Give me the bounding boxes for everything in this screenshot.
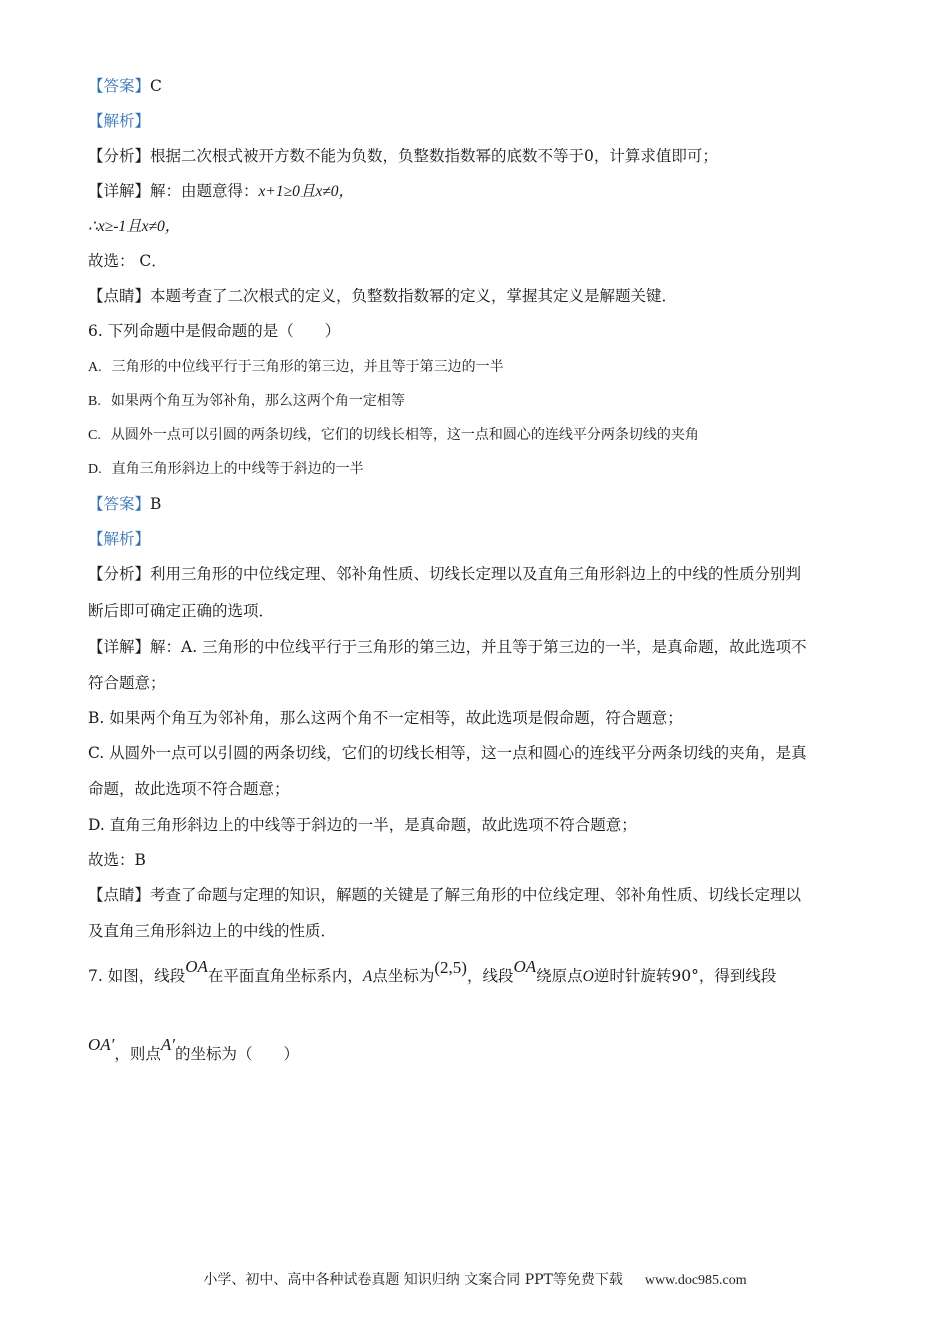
q7-stem-b: 在平面直角坐标系内，	[207, 967, 363, 985]
xiangjie-math: x+1≥0且x≠0，	[258, 183, 355, 200]
fenxi-tag: 【分析】	[88, 147, 151, 165]
q5-analysis-heading	[88, 110, 150, 132]
option-letter: D.	[88, 462, 102, 477]
q6-answer-line	[88, 493, 161, 515]
q5-dianjing-line	[88, 285, 677, 307]
q7-stem-h: 的坐标为（ ）	[175, 1045, 300, 1063]
fenxi-text: 根据二次根式被开方数不能为负数，负整数指数幂的底数不等于0，计算求值即可；	[150, 147, 718, 165]
q5-answer-line	[88, 75, 162, 97]
option-letter: B.	[88, 394, 101, 409]
q7-stem-f: 逆时针旋转90°，得到线段	[593, 967, 777, 985]
q7-a-prime: A′	[160, 1035, 176, 1054]
analysis-tag: 【解析】	[88, 112, 151, 130]
q7-stem-d: ，线段	[466, 967, 514, 985]
answer-tag: 【答案】	[88, 495, 151, 513]
q6-line-b: B. 如果两个角互为邻补角，那么这两个角不一定相等，故此选项是假命题，符合题意；	[88, 709, 683, 727]
q7-stem-e: 绕原点	[536, 967, 583, 985]
q6-option-b	[88, 390, 405, 413]
q7-oa-prime: OA′	[88, 1035, 115, 1054]
q6-option-d	[88, 458, 364, 481]
q6-line-c1: C. 从圆外一点可以引圆的两条切线，它们的切线长相等，这一点和圆心的连线平分两条切线的夹角，是真	[88, 744, 807, 762]
fenxi-tag: 【分析】	[88, 565, 151, 583]
fenxi-text: 利用三角形的中位线定理、邻补角性质、切线长定理以及直角三角形斜边上的中线的性质分别判	[150, 565, 802, 583]
xiangjie-text: 解：A. 三角形的中位线平行于三角形的第三边，并且等于第三边的一半，是真命题，故此选项不	[150, 638, 807, 656]
q6-dianjing-line-1	[88, 884, 801, 906]
answer-value: C	[150, 77, 162, 95]
xiangjie-tag: 【详解】	[88, 182, 151, 200]
footer-url[interactable]: www.doc985.com	[644, 1273, 747, 1288]
dianjing-tag: 【点睛】	[88, 886, 151, 904]
q5-therefore-line	[88, 215, 180, 238]
q6-xiangjie-line-1	[88, 636, 807, 658]
option-text: 直角三角形斜边上的中线等于斜边的一半	[111, 461, 364, 477]
option-text: 三角形的中位线平行于三角形的第三边，并且等于第三边的一半	[111, 359, 504, 375]
dianjing-text: 考查了命题与定理的知识，解题的关键是了解三角形的中位线定理、邻补角性质、切线长定理以	[150, 886, 802, 904]
footer-text: 小学、初中、高中各种试卷真题 知识归纳 文案合同 PPT等免费下载	[203, 1272, 623, 1288]
q6-line-c2: 命题，故此选项不符合题意；	[88, 780, 290, 798]
q6-line-d: D. 直角三角形斜边上的中线等于斜边的一半，是真命题，故此选项不符合题意；	[88, 816, 637, 834]
q6-dianjing-line-2: 及直角三角形斜边上的中线的性质．	[88, 922, 337, 940]
q7-coord: (2,5)	[434, 958, 467, 977]
xiangjie-tag: 【详解】	[88, 638, 151, 656]
q7-o-letter: O	[582, 968, 594, 985]
option-text: 如果两个角互为邻补角，那么这两个角一定相等	[110, 393, 405, 409]
answer-tag: 【答案】	[88, 77, 151, 95]
q6-choose-line: 故选：B	[88, 851, 146, 869]
dianjing-text: 本题考查了二次根式的定义，负整数指数幂的定义，掌握其定义是解题关键．	[150, 287, 678, 305]
q7-a-letter: A	[362, 968, 373, 985]
q6-option-c	[88, 424, 699, 447]
q6-stem: 6. 下列命题中是假命题的是（ ）	[88, 322, 341, 340]
q7-stem-c: 点坐标为	[372, 967, 435, 985]
choose-text: 故选： C．	[88, 252, 167, 270]
q7-stem-a: 7. 如图，线段	[88, 967, 186, 985]
q7-stem-line-2	[88, 1035, 300, 1065]
q6-xiangjie-line-2: 符合题意；	[88, 674, 166, 692]
q7-stem-line-1	[88, 957, 777, 988]
option-letter: C.	[88, 428, 101, 443]
q5-choose-line	[88, 250, 167, 272]
option-letter: A.	[88, 360, 102, 375]
q5-xiangjie-line	[88, 180, 354, 203]
option-text: 从圆外一点可以引圆的两条切线，它们的切线长相等，这一点和圆心的连线平分两条切线的夹角	[110, 427, 699, 443]
analysis-tag: 【解析】	[88, 530, 151, 548]
q6-fenxi-line-1	[88, 563, 801, 585]
q6-option-a	[88, 356, 504, 379]
q5-fenxi-line	[88, 145, 718, 167]
q6-fenxi-line-2: 断后即可确定正确的选项．	[88, 602, 275, 620]
dianjing-tag: 【点睛】	[88, 287, 151, 305]
q6-analysis-heading	[88, 528, 150, 550]
q7-oa: OA	[185, 957, 208, 976]
xiangjie-text: 解：由题意得：	[150, 182, 259, 200]
therefore-text: ∴x≥-1且x≠0，	[88, 218, 181, 235]
answer-value: B	[150, 495, 162, 513]
page-footer	[0, 1269, 950, 1289]
q7-oa-2: OA	[513, 957, 537, 976]
q7-stem-g: ，则点	[114, 1045, 161, 1063]
